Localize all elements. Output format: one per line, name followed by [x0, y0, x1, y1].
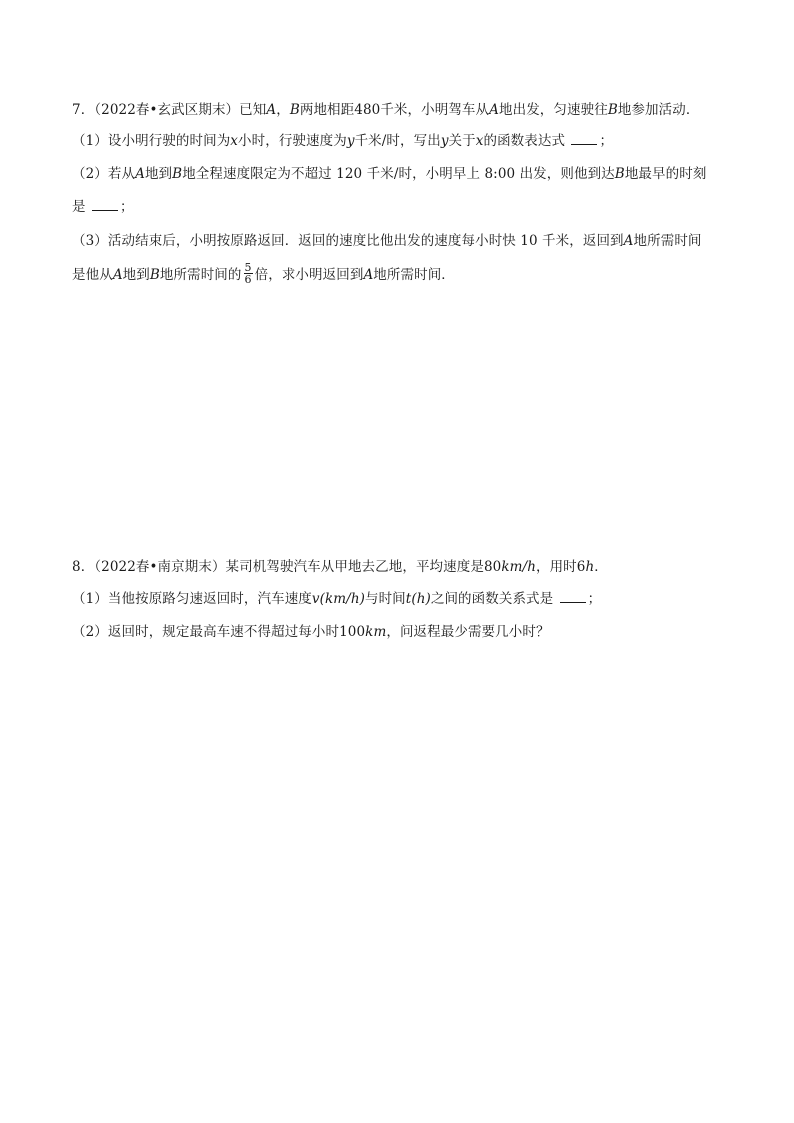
- q7-stem: 7．（2022春•玄武区期末）已知A，B两地相距480千米，小明驾车从A地出发，匀速驶往B地参加活动．: [72, 102, 700, 118]
- q7-part2-cont: 是 ；: [72, 199, 134, 215]
- q7-part1: （1）设小明行驶的时间为x小时，行驶速度为y千米/时，写出y关于x的函数表达式 ；: [72, 133, 614, 149]
- q8-part1: （1）当他按原路匀速返回时，汽车速度v(km/h)与时间t(h)之间的函数关系式是 ；: [72, 591, 602, 607]
- q8-stem: 8．（2022春•南京期末）某司机驾驶汽车从甲地去乙地，平均速度是80km/h，用时6h．: [72, 559, 608, 575]
- q7-part3-cont: 是他从A地到B地所需时间的 $\frac{5}{6}$ 倍，求小明返回到A地所需时间．: [72, 261, 455, 286]
- answer-blank[interactable]: [92, 198, 118, 211]
- q7-part3: （3）活动结束后，小明按原路返回．返回的速度比他出发的速度每小时快 10 千米，返回到A地所需时间: [72, 233, 702, 249]
- answer-blank[interactable]: [571, 132, 597, 145]
- answer-blank[interactable]: [560, 590, 586, 603]
- q7-part2: （2）若从A地到B地全程速度限定为不超过 120 千米/时，小明早上 8:00 出发，则他到达B地最早的时刻: [72, 166, 707, 182]
- q8-part2: （2）返回时，规定最高车速不得超过每小时100km，问返程最少需要几小时？: [72, 624, 550, 640]
- fraction-five-sixths: $\frac{5}{6}$: [244, 261, 252, 286]
